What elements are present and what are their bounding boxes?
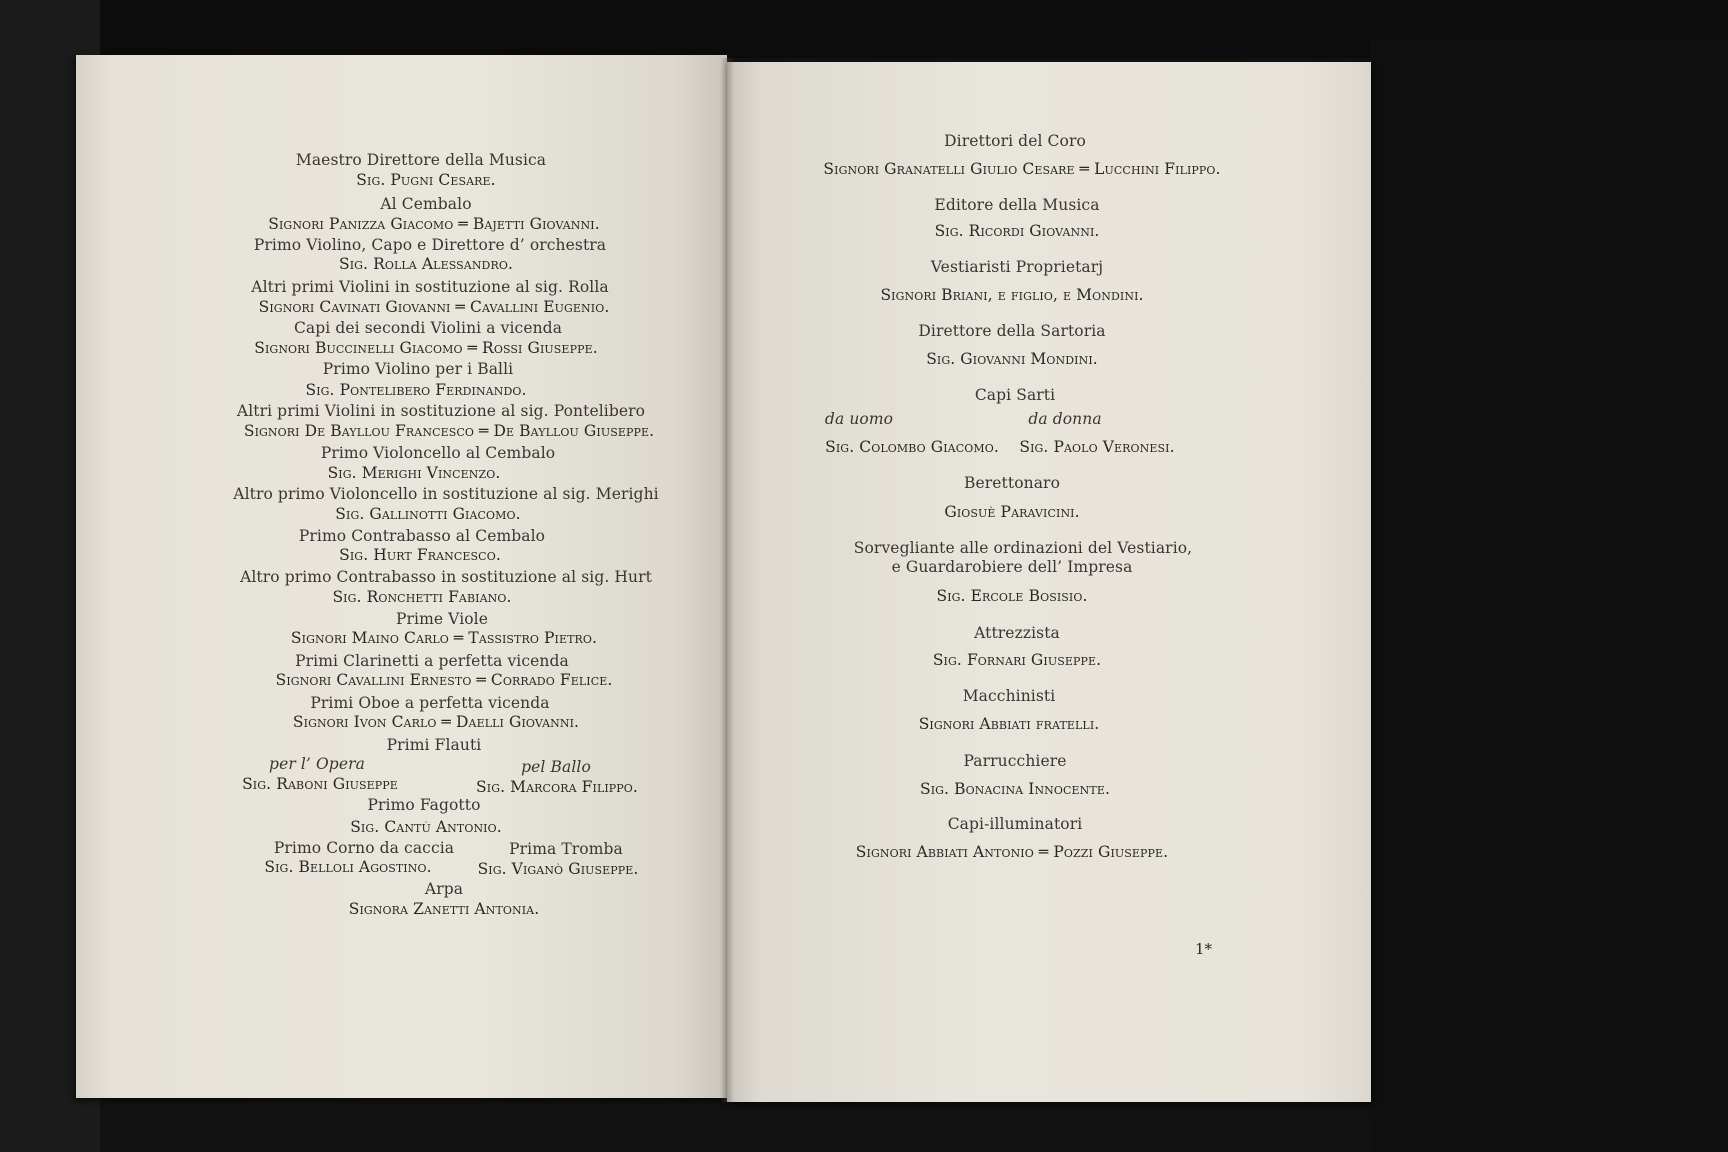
left-role-heading: Primo Corno da caccia [273, 839, 455, 857]
left-italic-heading: pel Ballo [521, 758, 591, 776]
left-role-heading: Prime Viole [395, 610, 489, 628]
left-name-line: Sig. Merighi Vincenzo. [327, 464, 501, 482]
left-role-heading: Altri primi Violini in sostituzione al sig. Rolla [251, 278, 609, 296]
left-name-line: Sig. Cantù Antonio. [350, 818, 502, 836]
right-name-line: Signori Briani, e figlio, e Mondini. [880, 286, 1144, 304]
left-role-heading: Altri primi Violini in sostituzione al sig. Pontelibero [236, 402, 646, 420]
right-italic-heading: da uomo [824, 410, 894, 428]
right-page [727, 62, 1371, 1102]
left-role-heading: Maestro Direttore della Musica [295, 151, 547, 169]
left-role-heading: Primo Contrabasso al Cembalo [298, 527, 546, 545]
left-name-line: Signori Cavinati Giovanni ═ Cavallini Eugenio. [258, 298, 610, 316]
left-role-heading: Primi Oboe a perfetta vicenda [310, 694, 550, 712]
right-role-heading: Editore della Musica [934, 196, 1100, 214]
right-name-line: Signori Abbiati fratelli. [918, 715, 1100, 733]
right-role-heading: Direttori del Coro [944, 132, 1086, 150]
right-name-line: Sig. Fornari Giuseppe. [932, 651, 1102, 669]
right-name-line: Sig. Bonacina Innocente. [920, 780, 1110, 798]
left-name-line: Signori De Bayllou Francesco ═ De Bayllou Giuseppe. [243, 422, 655, 440]
left-name-line: Signori Cavallini Ernesto ═ Corrado Felice. [275, 671, 613, 689]
right-name-line: Sig. Giovanni Mondini. [926, 350, 1098, 368]
right-role-heading: Parrucchiere [963, 752, 1067, 770]
left-role-heading: Primo Violoncello al Cembalo [320, 444, 556, 462]
left-name-line: Signori Maino Carlo ═ Tassistro Pietro. [290, 629, 598, 647]
right-role-heading: Berettonaro [964, 474, 1060, 492]
left-name-line: Sig. Pontelibero Ferdinando. [305, 381, 527, 399]
left-name-line: Sig. Viganò Giuseppe. [477, 860, 639, 878]
page-number: 1* [1195, 940, 1213, 958]
right-name-line: Signori Granatelli Giulio Cesare ═ Lucchini Filippo. [823, 160, 1221, 178]
right-name-line: Sig. Ricordi Giovanni. [934, 222, 1100, 240]
left-role-heading: Primo Fagotto [367, 796, 481, 814]
right-italic-heading: da donna [1028, 410, 1102, 428]
right-name-line: Sig. Ercole Bosisio. [936, 587, 1088, 605]
left-name-line: Sig. Belloli Agostino. [264, 858, 432, 876]
book-gutter [720, 58, 734, 1102]
left-name-line: Signori Ivon Carlo ═ Daelli Giovanni. [292, 713, 580, 731]
left-role-heading: Altro primo Violoncello in sostituzione al sig. Merighi [233, 485, 659, 503]
right-name-line: Sig. Colombo Giacomo. [825, 438, 999, 456]
left-name-line: Signori Buccinelli Giacomo ═ Rossi Giuseppe. [254, 339, 598, 357]
left-name-line: Sig. Pugni Cesare. [356, 171, 496, 189]
left-role-heading: Arpa [424, 880, 464, 898]
right-name-line: Signori Abbiati Antonio ═ Pozzi Giuseppe. [855, 843, 1169, 861]
left-role-heading: Primo Violino, Capo e Direttore d’ orchestra [253, 236, 607, 254]
left-name-line: Signora Zanetti Antonia. [348, 900, 540, 918]
right-role-heading: Capi Sarti [974, 386, 1056, 404]
left-page [76, 55, 727, 1098]
right-name-line: Giosuè Paravicini. [944, 503, 1080, 521]
right-role-heading: Capi-illuminatori [947, 815, 1083, 833]
right-role-heading: Attrezzista [974, 624, 1060, 642]
left-role-heading: Al Cembalo [380, 195, 472, 213]
left-name-line: Sig. Marcora Filippo. [476, 778, 638, 796]
left-name-line: Sig. Rolla Alessandro. [339, 255, 513, 273]
right-role-heading: Macchinisti [962, 687, 1056, 705]
left-name-line: Signori Panizza Giacomo ═ Bajetti Giovanni. [268, 215, 600, 233]
left-role-heading: Prima Tromba [509, 840, 623, 858]
left-role-heading: Capi dei secondi Violini a vicenda [293, 319, 563, 337]
right-name-line: Sig. Paolo Veronesi. [1019, 438, 1175, 456]
left-role-heading: Altro primo Contrabasso in sostituzione al sig. Hurt [240, 568, 652, 586]
left-name-line: Sig. Hurt Francesco. [339, 546, 501, 564]
right-role-heading: e Guardarobiere dell’ Impresa [891, 558, 1133, 576]
left-name-line: Sig. Raboni Giuseppe [242, 775, 398, 793]
right-role-heading: Sorvegliante alle ordinazioni del Vestiario, [853, 539, 1193, 557]
left-name-line: Sig. Ronchetti Fabiano. [332, 588, 512, 606]
left-role-heading: Primi Clarinetti a perfetta vicenda [295, 652, 569, 670]
left-italic-heading: per l’ Opera [269, 755, 365, 773]
left-role-heading: Primi Flauti [386, 736, 482, 754]
left-name-line: Sig. Gallinotti Giacomo. [335, 505, 521, 523]
left-role-heading: Primo Violino per i Balli [322, 360, 514, 378]
right-role-heading: Vestiaristi Proprietarj [930, 258, 1104, 276]
right-role-heading: Direttore della Sartoria [918, 322, 1106, 340]
background-right [1370, 40, 1728, 1152]
